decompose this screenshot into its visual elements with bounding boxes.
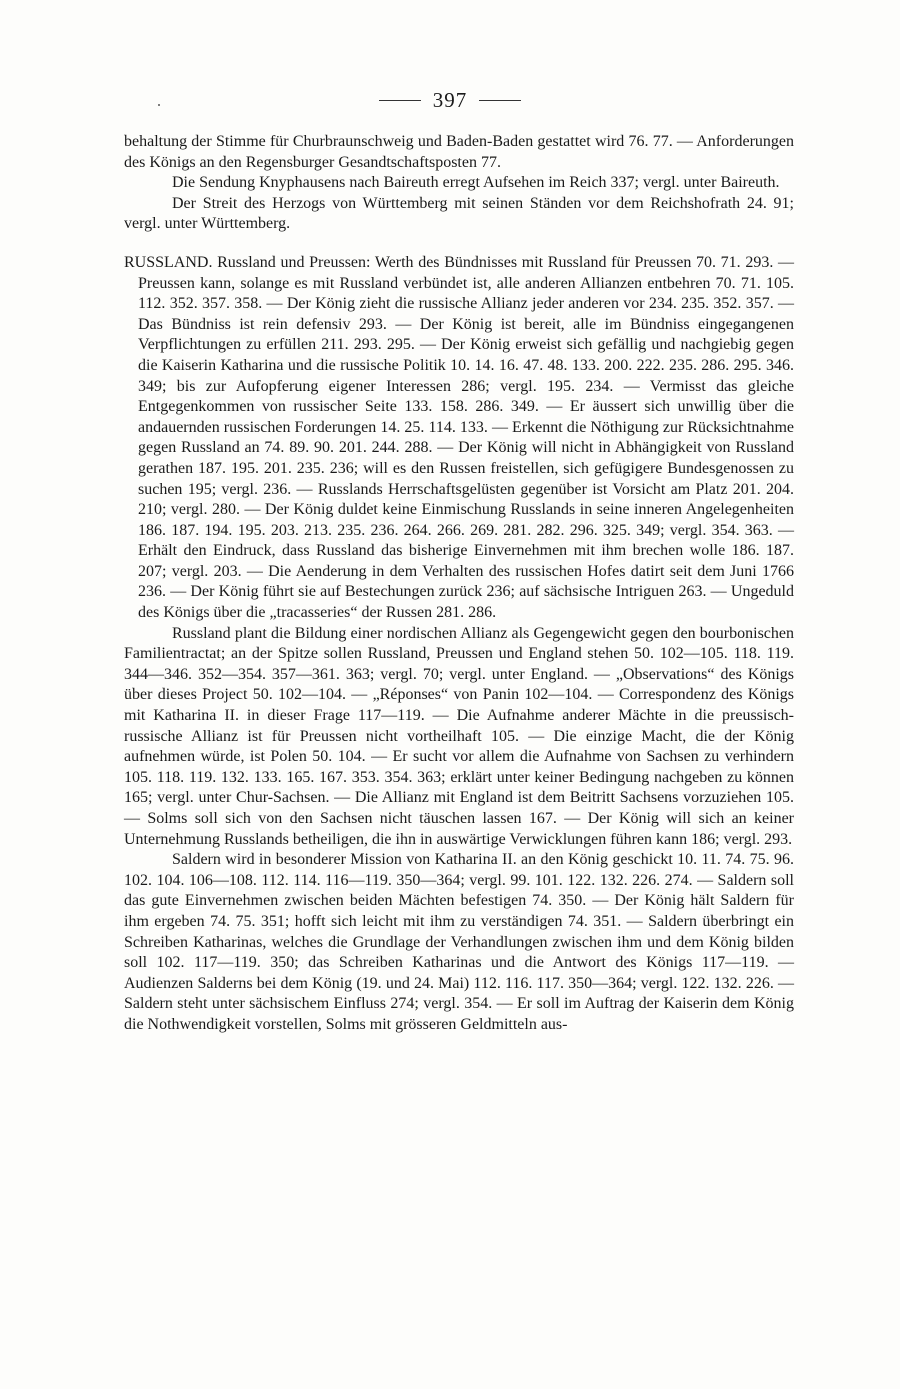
paragraph-nordic-alliance: Russland plant die Bildung einer nordischen Allianz als Gegengewicht gegen den bourbonischen Familientractat; an der Spitze sollen Russland, Preussen und England stehen 50. 102—105. 118. 119. 344—346. 352—354. 357—361. 363; vergl. 70; vergl. unter England. — „Observations“ des Königs über dieses Project 50. 102—104. — „Réponses“ von Panin 102—104. — Correspondenz des Königs mit Katharina II. in dieser Frage 117—119. — Die Aufnahme anderer Mächte in die preussisch-russische Allianz ist für Preussen nicht vortheilhaft 105. — Die einzige Macht, die der König aufnehmen würde, ist Polen 50. 104. — Er sucht vor allem die Aufnahme von Sachsen zu verhindern 105. 118. 119. 132. 133. 165. 167. 353. 354. 363; erklärt unter keiner Bedingung nachgeben zu können 165; vergl. unter Chur-Sachsen. — Die Allianz mit England ist dem Beitritt Sachsens vorzuziehen 105. — Solms soll sich von den Sachsen nicht täuschen lassen 167. — Der König will sich an keiner Unternehmung Russlands betheiligen, die ihn in auswärtige Verwicklungen führen kann 186; vergl. 293. — [124, 624, 794, 848]
body-text — [124, 132, 794, 1036]
paragraph-saldern: Saldern wird in besonderer Mission von Katharina II. an den König geschickt 10. 11. 74. 75. 96. 102. 104. 106—108. 112. 114. 116—119. 350—364; vergl. 99. 101. 122. 132. 226. 274. — Saldern soll das gute Einvernehmen zwischen beiden Mächten befestigen 74. 350. — Der König hält Saldern für ihm ergeben 74. 75. 351; hofft sich leicht mit ihm zu verständigen 74. 351. — Saldern überbringt ein Schreiben Katharinas, welches die Grundlage der Verhandlungen zwischen ihm und dem König bilden soll 102. 117—119. 350; das Schreiben Katharinas und die Antwort des Königs 117—119. — Audienzen Salderns bei dem König (19. und 24. Mai) 112. 116. 117. 350—364; vergl. 122. 132. 226. — Saldern steht unter sächsischem Einfluss 274; vergl. 354. — Er soll im Auftrag der Kaiserin dem König die Nothwendigkeit vorstellen, Solms mit grösseren Geldmitteln aus- — [124, 851, 794, 1033]
paragraph-wuerttemberg: Der Streit des Herzogs von Württemberg mit seinen Ständen vor dem Reichshofrath 24. 91; vergl. unter Württemberg. — [124, 194, 794, 233]
paragraph-continuation: behaltung der Stimme für Churbraunschweig und Baden-Baden gestattet wird 76. 77. — Anforderungen des Königs an den Regensburger Gesandtschaftsposten 77. — [124, 133, 794, 171]
paragraph-russland-heading: RUSSLAND. Russland und Preussen: Werth des Bündnisses mit Russland für Preussen 70. 71. 293. — Preussen kann, solange es mit Russland verbündet ist, alle anderen Allianzen entbehren 70. 71. 105. 112. 352. 357. 358. — Der König zieht die russische Allianz jeder anderen vor 234. 235. 352. 357. — Das Bündniss ist rein defensiv 293. — Der König ist bereit, alle im Bündniss eingegangenen Verpflichtungen zu erfüllen 211. 293. 295. — Der König erweist sich gefällig und nachgiebig gegen die Kaiserin Katharina und die russische Politik 10. 14. 16. 47. 48. 133. 200. 222. 235. 286. 295. 346. 349; bis zur Aufopferung eigener Interessen 286; vergl. 195. 234. — Vermisst das gleiche Entgegenkommen von russischer Seite 133. 158. 286. 349. — Er äussert sich unwillig über die andauernden russischen Forderungen 14. 25. 114. 133. — Erkennt die Nöthigung zur Rücksichtnahme gegen Russland an 74. 89. 90. 201. 244. 288. — Der König will nicht in Abhängigkeit von Russland gerathen 187. 195. 201. 235. 236; will es den Russen freistellen, sich gefügigere Bundesgenossen zu suchen 195; vergl. 236. — Russlands Herrschaftsgelüsten gegenüber ist Vorsicht am Platz 201. 204. 210; vergl. 280. — Der König duldet keine Einmischung Russlands in seine inneren Angelegenheiten 186. 187. 194. 195. 203. 213. 235. 236. 264. 266. 269. 281. 282. 296. 325. 349; vergl. 354. 363. — Erhält den Eindruck, dass Russland das bisherige Einvernehmen mit ihm brechen wolle 186. 187. 207; vergl. 203. — Die Aenderung in dem Verhalten des russischen Hofes datirt seit dem Juni 1766 236. — Der König führt sie auf Bestechungen zurück 236; auf sächsische Intriguen 263. — Ungeduld des Königs über die „tracasseries“ der Russen 281. 286. — [124, 253, 794, 622]
page-header — [0, 88, 900, 113]
page-number: 397 — [432, 88, 468, 112]
paragraph-knyphausen: Die Sendung Knyphausens nach Baireuth erregt Aufsehen im Reich 337; vergl. unter Baireuth. — [172, 174, 780, 192]
header-rule-right — [479, 100, 521, 101]
header-rule-left — [379, 100, 421, 101]
